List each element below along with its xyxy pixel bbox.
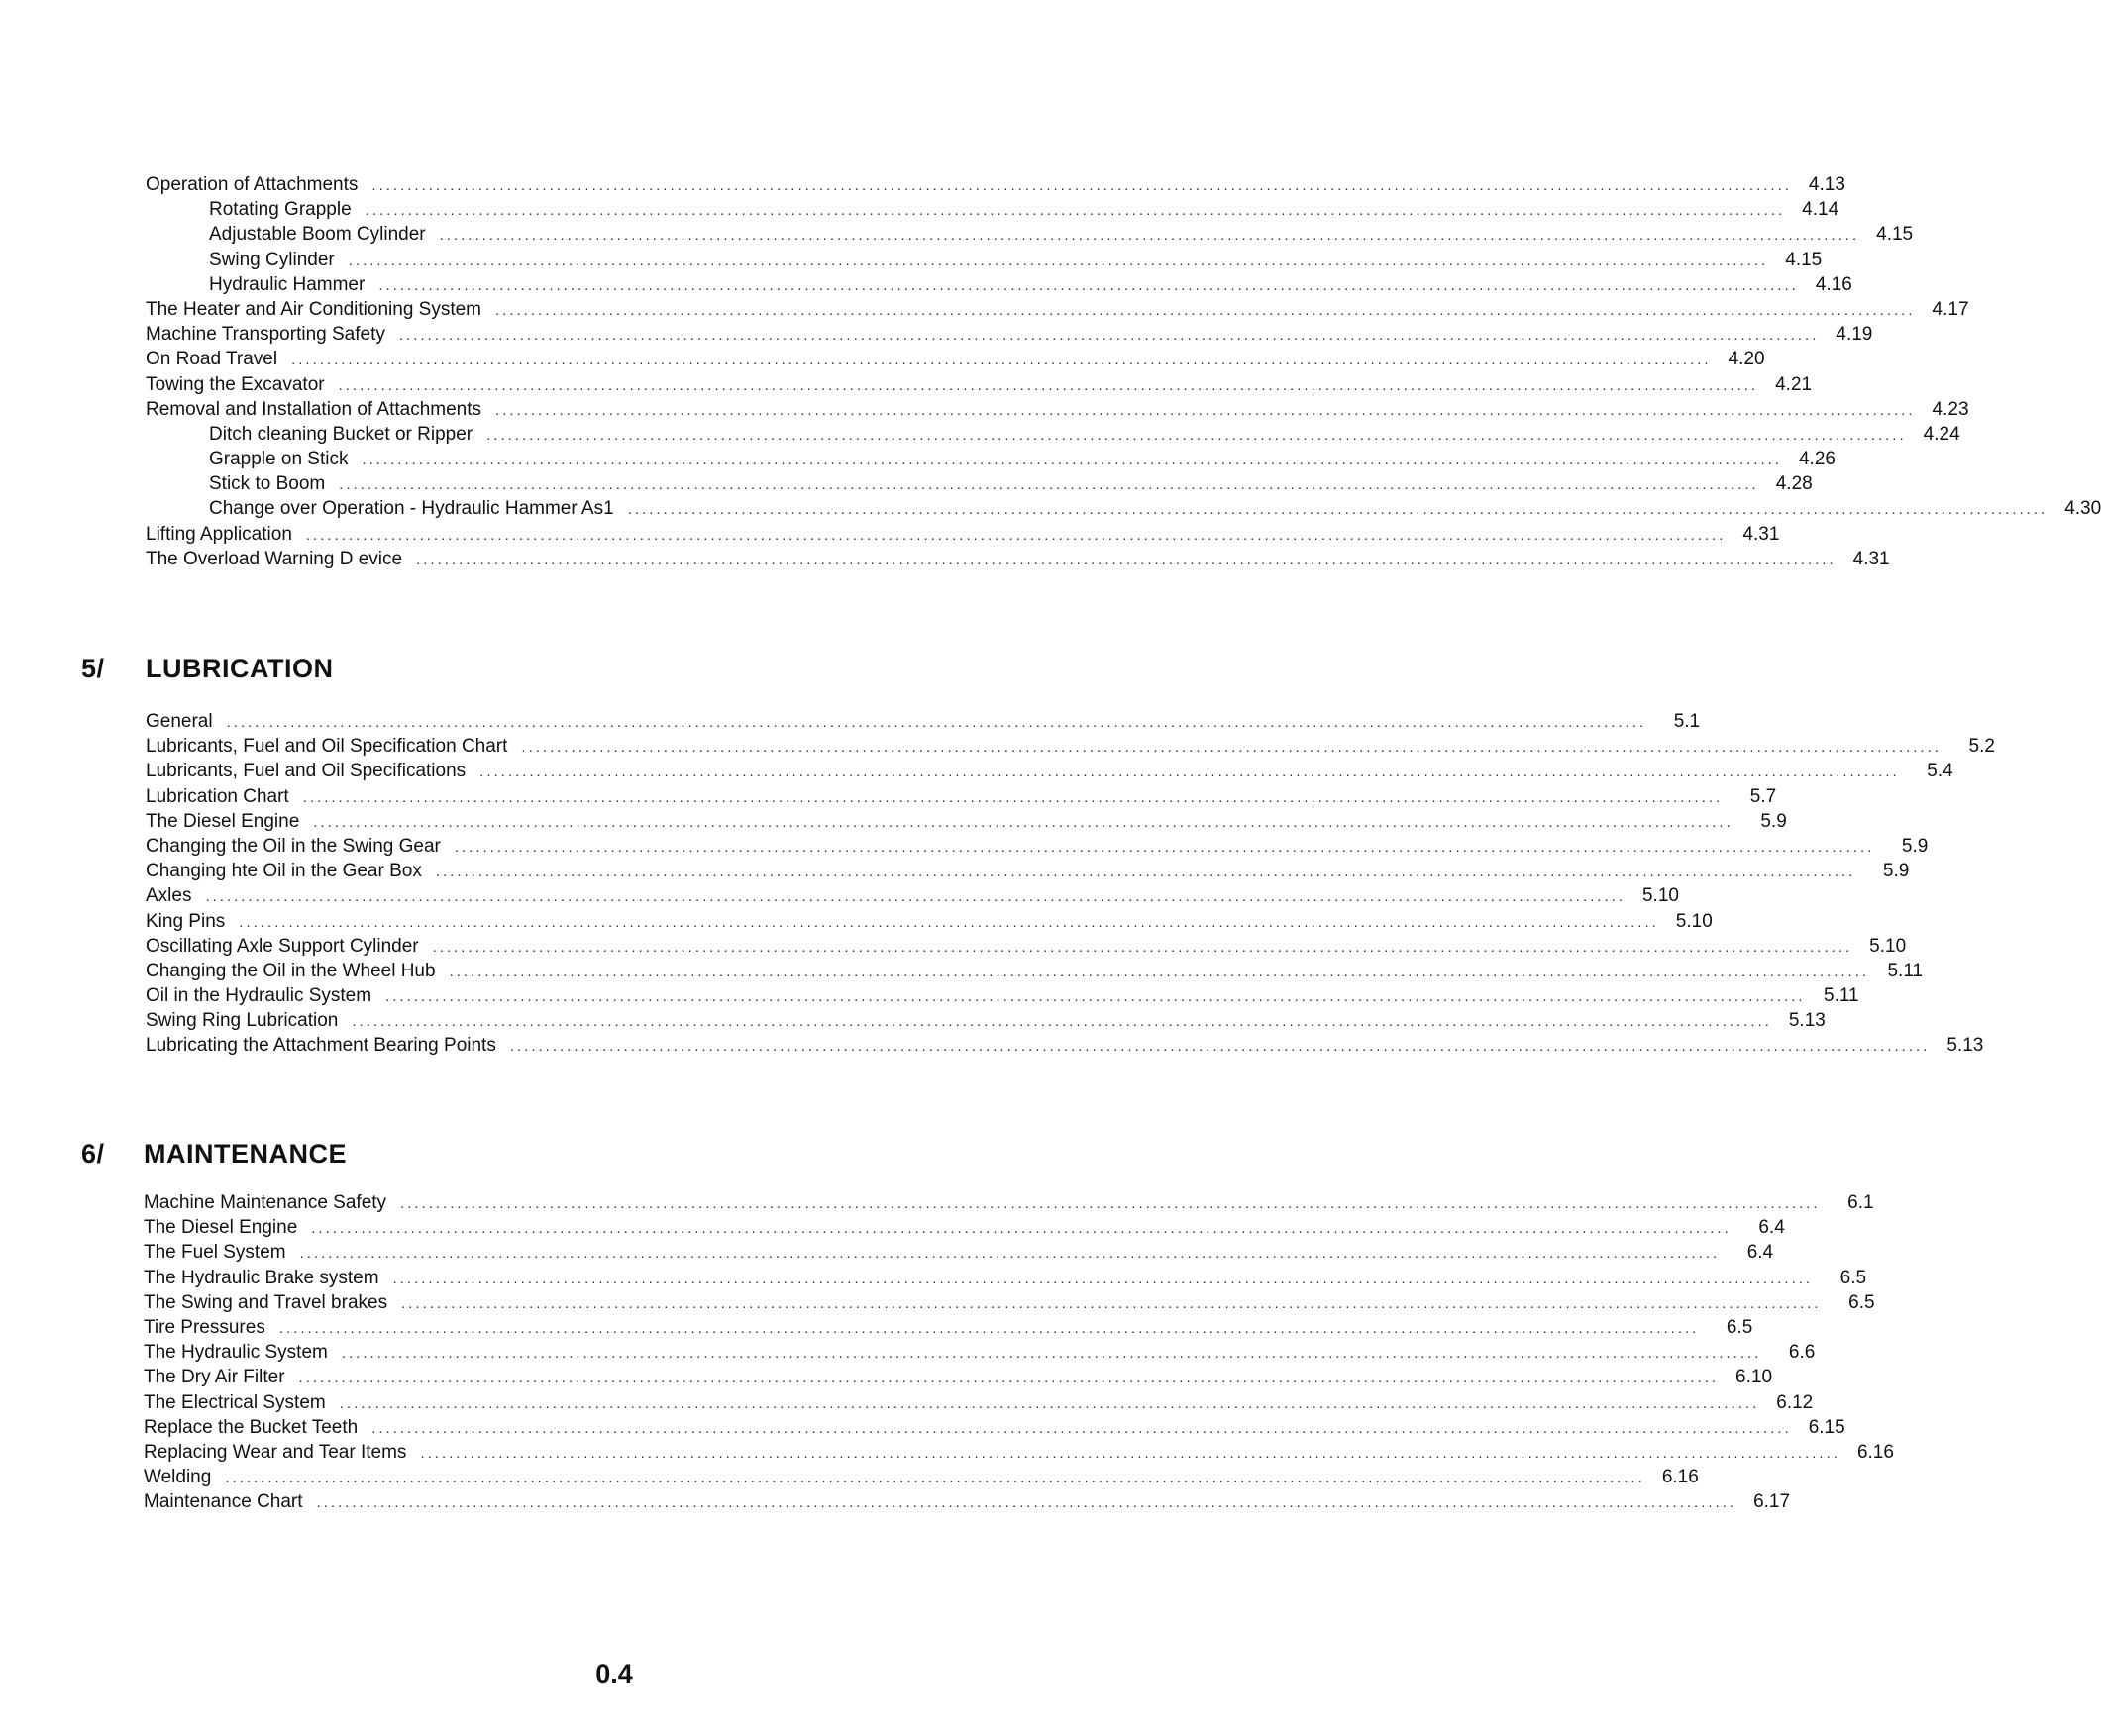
toc-entry-page: 4.28 (1775, 473, 1813, 495)
dot-leader: ........................................................................................................................................................................................................ (420, 1444, 1840, 1462)
toc-entry-page: 4.31 (1742, 523, 1780, 545)
toc-entry[interactable] (146, 809, 1787, 834)
dot-leader: ........................................................................................................................................................................................................ (627, 501, 2048, 519)
toc-entry-title: The Diesel Engine (146, 810, 300, 832)
toc-entry-title: Machine Transporting Safety (146, 324, 385, 346)
toc-entry-page: 4.31 (1852, 548, 1890, 569)
toc-entry-title: Changing the Oil in the Wheel Hub (146, 960, 436, 981)
section-number: 6/ (81, 1139, 105, 1169)
toc-entry-title: The Swing and Travel brakes (144, 1291, 388, 1313)
toc-entry-page: 5.9 (1760, 810, 1787, 832)
toc-entry-page: 4.23 (1932, 398, 1969, 420)
dot-leader: ........................................................................................................................................................................................................ (521, 739, 1942, 757)
dot-leader: ........................................................................................................................................................................................................ (432, 938, 1853, 956)
toc-entry-title: Lubricants, Fuel and Oil Specification Chart (146, 736, 508, 758)
toc-entry[interactable] (146, 934, 1907, 959)
toc-entry[interactable] (144, 1365, 1773, 1389)
toc-entry[interactable] (146, 883, 1679, 908)
toc-entry-title: Oil in the Hydraulic System (146, 985, 372, 1007)
toc-entry-page: 6.5 (1726, 1316, 1753, 1338)
dot-leader: ........................................................................................................................................................................................................ (362, 452, 1782, 469)
dot-leader: ........................................................................................................................................................................................................ (291, 352, 1712, 369)
toc-entry[interactable] (146, 909, 1713, 934)
toc-entry-title: Adjustable Boom Cylinder (209, 224, 426, 246)
toc-entry[interactable] (146, 959, 1924, 983)
toc-entry[interactable] (144, 1290, 1875, 1315)
toc-entry-page: 5.11 (1887, 960, 1924, 981)
toc-entry-title: Lifting Application (146, 523, 292, 545)
dot-leader: ........................................................................................................................................................................................................ (365, 202, 1786, 220)
dot-leader: ........................................................................................................................................................................................................ (392, 1270, 1814, 1287)
toc-entry-page: 4.24 (1923, 423, 1960, 445)
toc-entry-page: 5.10 (1869, 935, 1907, 957)
section-title: MAINTENANCE (144, 1139, 347, 1169)
toc-entry[interactable] (146, 422, 1960, 447)
toc-entry-title: Replace the Bucket Teeth (144, 1416, 359, 1438)
toc-entry[interactable] (146, 983, 1859, 1008)
toc-entry[interactable] (144, 1415, 1845, 1440)
toc-entry-page: 4.26 (1798, 449, 1836, 470)
toc-entry[interactable] (146, 297, 1969, 322)
dot-leader: ........................................................................................................................................................................................................ (302, 788, 1724, 806)
toc-entry-page: 5.4 (1927, 761, 1953, 782)
toc-entry-title: Hydraulic Hammer (209, 273, 366, 295)
dot-leader: ........................................................................................................................................................................................................ (479, 764, 1900, 781)
dot-leader: ........................................................................................................................................................................................................ (278, 1319, 1700, 1337)
toc-entry[interactable] (144, 1390, 1814, 1415)
toc-entry[interactable] (146, 522, 1780, 547)
toc-entry-page: 5.13 (1788, 1010, 1826, 1032)
toc-entry[interactable] (146, 1008, 1826, 1033)
toc-entry-page: 6.6 (1788, 1342, 1816, 1364)
page-number: 0.4 (595, 1659, 633, 1688)
toc-entry[interactable] (144, 1440, 1894, 1465)
toc-entry[interactable] (146, 496, 2101, 521)
toc-entry-page: 5.13 (1946, 1035, 1984, 1057)
dot-leader: ........................................................................................................................................................................................................ (371, 177, 1792, 194)
toc-entry-title: Lubricants, Fuel and Oil Specifications (146, 761, 467, 782)
dot-leader: ........................................................................................................................................................................................................ (311, 1220, 1732, 1238)
toc-entry[interactable] (144, 1465, 1699, 1489)
dot-leader: ........................................................................................................................................................................................................ (341, 1345, 1762, 1363)
dot-leader: ........................................................................................................................................................................................................ (401, 1294, 1822, 1312)
toc-entry-page: 6.16 (1661, 1467, 1699, 1488)
dot-leader: ........................................................................................................................................................................................................ (338, 376, 1759, 394)
dot-leader: ........................................................................................................................................................................................................ (305, 526, 1727, 544)
toc-entry-page: 6.15 (1808, 1416, 1845, 1438)
dot-leader: ........................................................................................................................................................................................................ (486, 426, 1907, 444)
toc-entry-page: 6.1 (1847, 1192, 1874, 1213)
toc-entry-page: 4.13 (1808, 174, 1845, 195)
toc-entry[interactable] (146, 222, 1914, 247)
toc-entry[interactable] (146, 322, 1873, 347)
toc-entry-page: 4.19 (1836, 324, 1873, 346)
dot-leader: ........................................................................................................................................................................................................ (348, 252, 1769, 269)
toc-entry-title: The Dry Air Filter (144, 1367, 285, 1388)
toc-entry[interactable] (146, 372, 1813, 397)
toc-entry-title: Changing the Oil in the Swing Gear (146, 835, 441, 857)
toc-entry[interactable] (144, 1489, 1791, 1514)
dot-leader: ........................................................................................................................................................................................................ (339, 1394, 1760, 1412)
toc-entry-title: Swing Cylinder (209, 249, 335, 270)
toc-entry[interactable] (144, 1190, 1874, 1215)
toc-entry-page: 4.20 (1728, 349, 1765, 370)
toc-entry-title: Oscillating Axle Support Cylinder (146, 935, 419, 957)
toc-entry[interactable] (146, 784, 1777, 809)
toc-entry-title: Operation of Attachments (146, 174, 359, 195)
toc-entry-title: Grapple on Stick (209, 449, 349, 470)
toc-continued-list (146, 172, 2101, 571)
toc-entry-title: Changing hte Oil in the Gear Box (146, 861, 422, 882)
dot-leader: ........................................................................................................................................................................................................ (205, 888, 1626, 906)
toc-entry-title: The Hydraulic Brake system (144, 1267, 379, 1288)
dot-leader: ........................................................................................................................................................................................................ (239, 913, 1659, 931)
dot-leader: ........................................................................................................................................................................................................ (316, 1494, 1737, 1512)
toc-entry[interactable] (144, 1340, 1816, 1365)
toc-entry-page: 6.5 (1848, 1291, 1875, 1313)
toc-entry-title: Ditch cleaning Bucket or Ripper (209, 423, 473, 445)
toc-entry-page: 6.16 (1856, 1441, 1894, 1463)
toc-entry-page: 4.15 (1876, 224, 1914, 246)
toc-entry-title: Replacing Wear and Tear Items (144, 1441, 407, 1463)
dot-leader: ........................................................................................................................................................................................................ (225, 1470, 1645, 1487)
toc-entry-page: 4.15 (1785, 249, 1823, 270)
toc-entry[interactable] (144, 1240, 1774, 1265)
toc-entry[interactable] (146, 1033, 1984, 1058)
toc-entry-title: The Heater and Air Conditioning System (146, 298, 482, 320)
toc-maintenance-list (144, 1190, 1894, 1514)
toc-entry-title: Change over Operation - Hydraulic Hammer As1 (209, 498, 614, 520)
toc-entry-page: 5.1 (1673, 711, 1701, 732)
toc-entry-page: 5.10 (1641, 885, 1679, 907)
toc-entry-page: 5.9 (1901, 835, 1929, 857)
toc-entry-page: 6.4 (1746, 1242, 1774, 1264)
toc-entry-page: 4.21 (1775, 373, 1813, 395)
toc-entry[interactable] (146, 272, 1852, 297)
toc-entry-title: Tire Pressures (144, 1316, 265, 1338)
toc-entry-page: 4.16 (1815, 273, 1852, 295)
toc-entry[interactable] (146, 547, 1890, 571)
toc-entry-title: The Diesel Engine (144, 1217, 298, 1239)
dot-leader: ........................................................................................................................................................................................................ (509, 1038, 1931, 1056)
dot-leader: ........................................................................................................................................................................................................ (371, 1419, 1792, 1437)
toc-entry-title: On Road Travel (146, 349, 278, 370)
toc-entry-page: 6.17 (1753, 1491, 1791, 1513)
toc-entry-title: The Electrical System (144, 1391, 326, 1413)
toc-entry-title: Swing Ring Lubrication (146, 1010, 339, 1032)
toc-entry[interactable] (146, 471, 1813, 496)
toc-entry[interactable] (144, 1315, 1753, 1340)
toc-entry[interactable] (144, 1215, 1785, 1240)
toc-entry-page: 5.10 (1675, 910, 1713, 932)
toc-entry-title: General (146, 711, 213, 732)
toc-entry-page: 6.12 (1776, 1391, 1814, 1413)
dot-leader: ........................................................................................................................................................................................................ (435, 864, 1856, 881)
toc-entry[interactable] (146, 859, 1910, 883)
toc-entry-page: 6.10 (1735, 1367, 1773, 1388)
dot-leader: ........................................................................................................................................................................................................ (495, 401, 1916, 419)
toc-entry[interactable] (146, 347, 1765, 371)
dot-leader: ........................................................................................................................................................................................................ (439, 227, 1860, 245)
toc-entry-title: Maintenance Chart (144, 1491, 303, 1513)
toc-entry[interactable] (146, 397, 1969, 422)
toc-entry[interactable] (146, 447, 1836, 471)
dot-leader: ........................................................................................................................................................................................................ (400, 1195, 1821, 1212)
dot-leader: ........................................................................................................................................................................................................ (313, 813, 1733, 831)
toc-entry-page: 6.5 (1839, 1267, 1867, 1288)
toc-entry[interactable] (144, 1266, 1867, 1290)
dot-leader: ........................................................................................................................................................................................................ (378, 276, 1799, 294)
toc-entry-title: The Fuel System (144, 1242, 286, 1264)
toc-entry-page: 5.7 (1749, 785, 1777, 807)
dot-leader: ........................................................................................................................................................................................................ (226, 714, 1647, 731)
toc-entry[interactable] (146, 248, 1823, 272)
toc-entry-title: Machine Maintenance Safety (144, 1192, 387, 1213)
toc-entry-page: 5.9 (1882, 861, 1910, 882)
toc-entry[interactable] (146, 759, 1953, 783)
toc-entry-title: The Hydraulic System (144, 1342, 328, 1364)
dot-leader: ........................................................................................................................................................................................................ (495, 301, 1916, 319)
toc-entry[interactable] (146, 834, 1929, 859)
toc-entry[interactable] (146, 734, 1995, 759)
toc-entry-title: King Pins (146, 910, 226, 932)
dot-leader: ........................................................................................................................................................................................................ (339, 476, 1759, 494)
toc-entry-title: Stick to Boom (209, 473, 326, 495)
toc-entry-title: Axles (146, 885, 192, 907)
section-number: 5/ (81, 654, 105, 683)
toc-entry-title: Lubrication Chart (146, 785, 289, 807)
toc-entry[interactable] (146, 709, 1701, 734)
dot-leader: ........................................................................................................................................................................................................ (385, 988, 1806, 1006)
dot-leader: ........................................................................................................................................................................................................ (398, 327, 1820, 345)
dot-leader: ........................................................................................................................................................................................................ (299, 1245, 1721, 1263)
dot-leader: ........................................................................................................................................................................................................ (298, 1370, 1720, 1387)
toc-entry-page: 5.11 (1824, 985, 1859, 1007)
toc-entry-page: 4.17 (1932, 298, 1969, 320)
toc-lubrication-list (146, 709, 1995, 1059)
dot-leader: ........................................................................................................................................................................................................ (352, 1013, 1772, 1031)
toc-entry-title: The Overload Warning D evice (146, 548, 403, 569)
toc-entry-page: 6.4 (1758, 1217, 1785, 1239)
toc-entry-page: 5.2 (1968, 736, 1995, 758)
section-title: LUBRICATION (146, 654, 334, 683)
toc-entry-title: Towing the Excavator (146, 373, 325, 395)
toc-entry-title: Removal and Installation of Attachments (146, 398, 482, 420)
toc-entry[interactable] (146, 197, 1839, 222)
toc-entry[interactable] (146, 172, 1845, 197)
dot-leader: ........................................................................................................................................................................................................ (416, 551, 1837, 568)
toc-entry-title: Lubricating the Attachment Bearing Points (146, 1035, 496, 1057)
toc-entry-page: 4.30 (2064, 498, 2101, 520)
dot-leader: ........................................................................................................................................................................................................ (454, 838, 1875, 856)
toc-entry-title: Welding (144, 1467, 212, 1488)
toc-entry-title: Rotating Grapple (209, 199, 352, 221)
dot-leader: ........................................................................................................................................................................................................ (449, 963, 1870, 980)
toc-entry-page: 4.14 (1802, 199, 1839, 221)
